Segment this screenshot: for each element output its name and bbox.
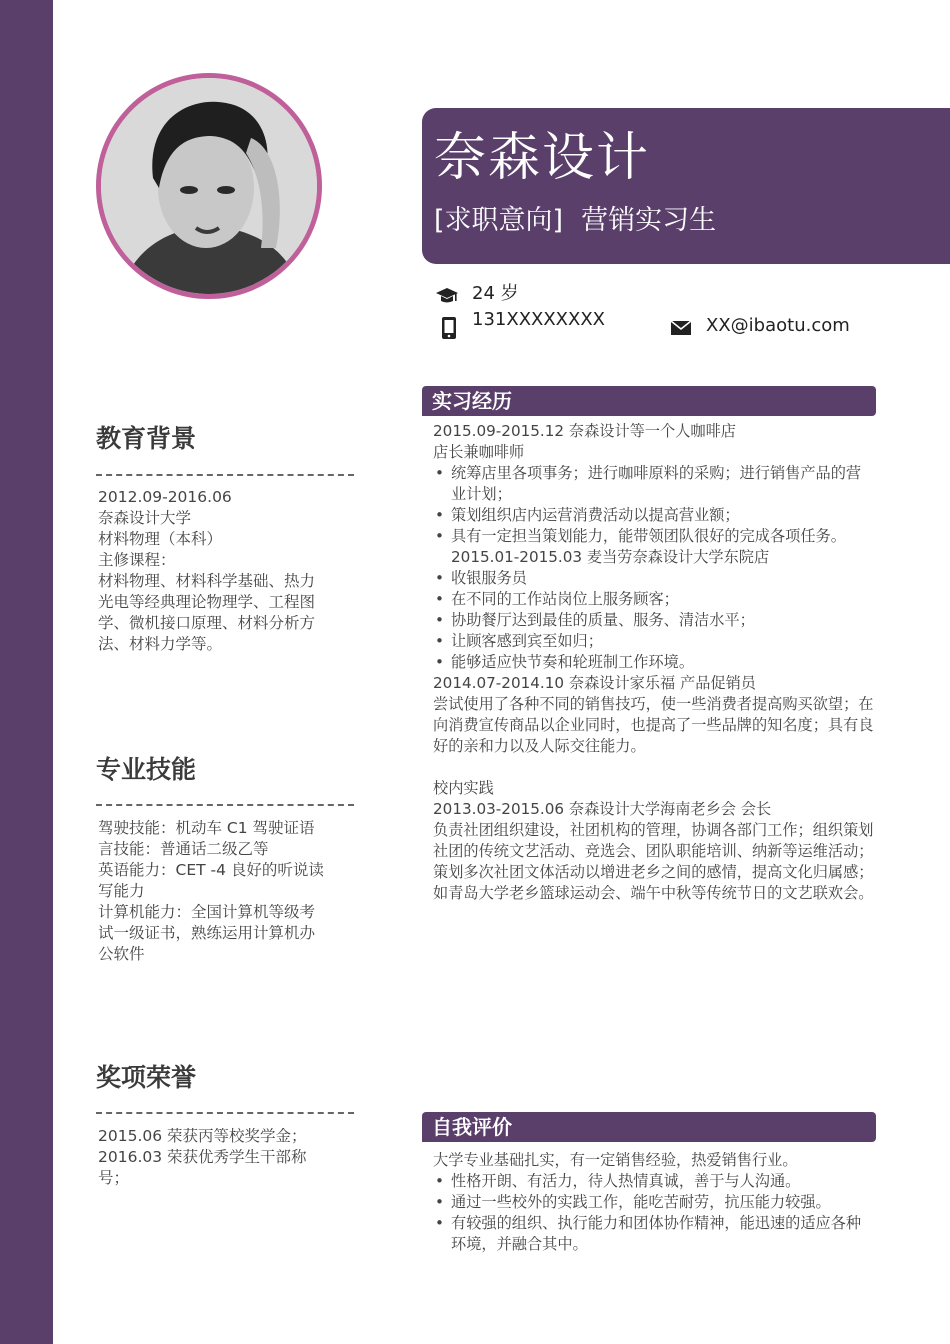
self-eval-section-bar xyxy=(422,1112,876,1142)
skill-language: 言技能：普通话二级乙等 xyxy=(98,840,269,858)
education-school: 奈森设计大学 xyxy=(98,509,192,527)
self-eval-content xyxy=(433,1150,875,1255)
education-title: 教育背景 xyxy=(96,424,197,453)
list-item: • 收银服务员 xyxy=(433,568,875,589)
award-item: 2015.06 荣获丙等校奖学金； xyxy=(98,1127,307,1145)
list-item: • 性格开朗、有活力，待人热情真诚，善于与人沟通。 xyxy=(433,1171,875,1192)
list-item: • 统筹店里各项事务；进行咖啡原料的采购；进行销售产品的营业计划； xyxy=(433,463,875,505)
campus-title: 校内实践 xyxy=(433,779,494,797)
campus-header: 2013.03-2015.06 奈森设计大学海南老乡会 会长 xyxy=(433,800,772,818)
list-item: • 通过一些校外的实践工作，能吃苦耐劳，抗压能力较强。 xyxy=(433,1192,875,1213)
awards-content xyxy=(98,1126,326,1189)
phone-number: 131XXXXXXXX xyxy=(472,309,606,330)
list-item: • 策划组织店内运营消费活动以提高营业额； xyxy=(433,505,875,526)
self-eval-title: 自我评价 xyxy=(432,1115,512,1139)
job-role: 店长兼咖啡师 xyxy=(433,443,525,461)
internship-section-bar xyxy=(422,386,876,416)
internship-title: 实习经历 xyxy=(432,389,512,413)
mail-icon xyxy=(670,320,692,336)
list-item: • 在不同的工作站岗位上服务顾客； xyxy=(433,589,875,610)
skills-title: 专业技能 xyxy=(96,755,197,784)
skills-divider xyxy=(96,804,354,806)
name-banner xyxy=(422,108,950,264)
avatar-photo xyxy=(101,78,317,294)
avatar xyxy=(96,73,322,299)
age: 24 岁 xyxy=(472,283,519,304)
awards-divider xyxy=(96,1112,354,1114)
job-intent xyxy=(434,202,716,240)
list-item: • 有较强的组织、执行能力和团体协作精神，能迅速的适应各种环境，并融合其中。 xyxy=(433,1213,875,1255)
phone-icon xyxy=(441,316,457,340)
skill-english: 英语能力：CET -4 良好的听说读写能力 xyxy=(98,861,324,900)
job-header: 2015.09-2015.12 奈森设计等一个人咖啡店 xyxy=(433,422,736,440)
skills-content xyxy=(98,818,326,965)
skill-computer: 计算机能力：全国计算机等级考试一级证书，熟练运用计算机办公软件 xyxy=(98,903,316,963)
education-divider xyxy=(96,474,354,476)
candidate-name: 奈森设计 xyxy=(434,128,651,188)
education-courses-label: 主修课程： xyxy=(98,551,176,569)
education-dates: 2012.09-2016.06 xyxy=(98,488,232,506)
education-courses: 材料物理、材料科学基础、热力光电等经典理论物理学、工程图学、微机接口原理、材料分析方法、材料力学等。 xyxy=(98,572,316,653)
list-item: • 能够适应快节奏和轮班制工作环境。 xyxy=(433,652,875,673)
list-item: • 让顾客感到宾至如归； xyxy=(433,631,875,652)
sidebar-accent-bar xyxy=(0,0,53,1344)
graduation-cap-icon xyxy=(435,287,459,305)
education-content xyxy=(98,487,326,655)
list-item: • 协助餐厅达到最佳的质量、服务、清洁水平； xyxy=(433,610,875,631)
job-header: 2014.07-2014.10 奈森设计家乐福 产品促销员 xyxy=(433,674,756,692)
email: XX@ibaotu.com xyxy=(706,315,850,336)
awards-title: 奖项荣誉 xyxy=(96,1063,197,1092)
job-description: 尝试使用了各种不同的销售技巧，使一些消费者提高购买欲望；在向消费宣传商品以企业同时，也提高了一些品牌的知名度；具有良好的亲和力以及人际交往能力。 xyxy=(433,695,874,755)
job-intent-value: 营销实习生 xyxy=(581,205,717,236)
job-intent-label: [求职意向] xyxy=(434,205,564,236)
internship-content xyxy=(433,421,875,904)
campus-description: 负责社团组织建设，社团机构的管理，协调各部门工作；组织策划社团的传统文艺活动、竞选会、团队职能培训、纳新等运维活动；策划多次社团文体活动以增进老乡之间的感情，提高文化归属感；如青岛大学老乡篮球运动会、端午中秋等传统节日的文艺联欢会。 xyxy=(433,821,874,902)
self-eval-intro: 大学专业基础扎实，有一定销售经验，热爱销售行业。 xyxy=(433,1151,798,1169)
list-item: • 具有一定担当策划能力，能带领团队很好的完成各项任务。 2015.01-2015.03 麦当劳奈森设计大学东院店 xyxy=(433,526,875,568)
education-major: 材料物理（本科） xyxy=(98,530,223,548)
skill-driving: 驾驶技能：机动车 C1 驾驶证语 xyxy=(98,819,315,837)
award-item: 2016.03 荣获优秀学生干部称号； xyxy=(98,1148,307,1187)
